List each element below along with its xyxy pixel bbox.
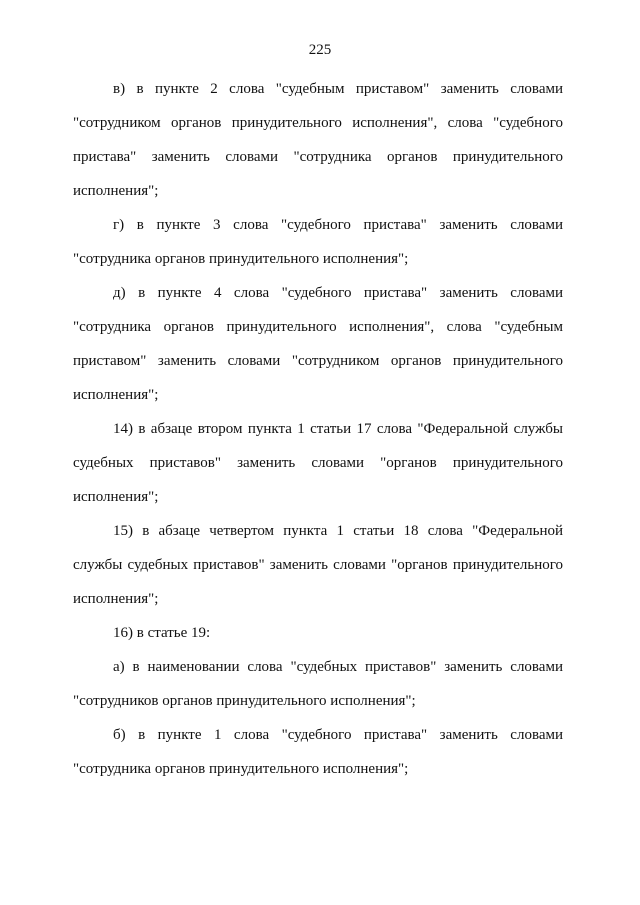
paragraph-14: 14) в абзаце втором пункта 1 статьи 17 слова "Федеральной службы судебных приставов" заменить словами "органов принудительного исполнения";: [73, 421, 563, 505]
paragraph-a: а) в наименовании слова "судебных приставов" заменить словами "сотрудников органов принудительного исполнения";: [73, 659, 563, 709]
paragraph-b: б) в пункте 1 слова "судебного пристава" заменить словами "сотрудника органов принудительного исполнения";: [73, 727, 563, 777]
paragraph-v: в) в пункте 2 слова "судебным приставом" заменить словами "сотрудником органов принудительного исполнения", слова "судебного пристава" заменить словами "сотрудника органов принудительного исполнения";: [73, 81, 563, 199]
paragraph-16: 16) в статье 19:: [113, 625, 211, 641]
document-body: [73, 72, 563, 786]
page-number: 225: [308, 42, 332, 58]
paragraph-g: г) в пункте 3 слова "судебного пристава" заменить словами "сотрудника органов принудительного исполнения";: [73, 217, 563, 267]
paragraph-d: д) в пункте 4 слова "судебного пристава" заменить словами "сотрудника органов принудительного исполнения", слова "судебным приставом" заменить словами "сотрудником органов принудительного исполнения";: [73, 285, 563, 403]
paragraph-15: 15) в абзаце четвертом пункта 1 статьи 18 слова "Федеральной службы судебных приставов" заменить словами "органов принудительного исполнения";: [73, 523, 563, 607]
